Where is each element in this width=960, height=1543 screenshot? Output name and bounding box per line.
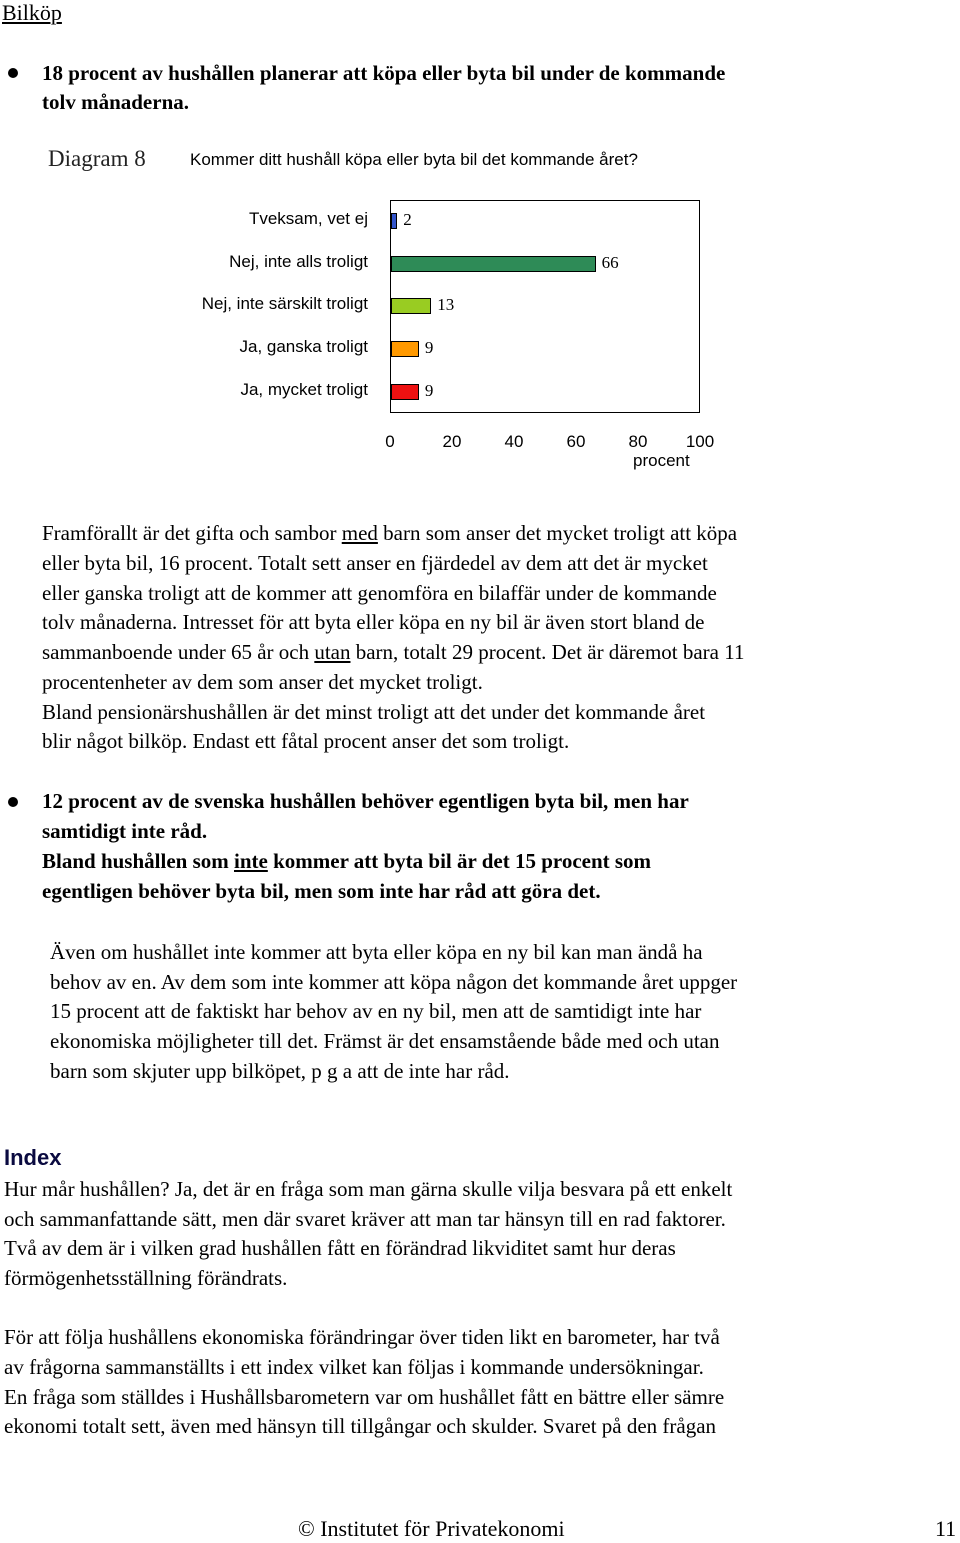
para2-line5: barn som skjuter upp bilköpet, p g a att de inte har råd. (50, 1059, 510, 1083)
para1-line5: sammanboende under 65 år och utan barn, totalt 29 procent. Det är däremot bara 11 (42, 640, 745, 664)
para4-line4: ekonomi totalt sett, även med hänsyn till tillgångar och skulder. Svaret på den frågan (4, 1414, 717, 1438)
chart-bar (391, 298, 431, 314)
chart-x-tick-label: 80 (628, 432, 648, 451)
chart-bar (391, 256, 596, 272)
chart-x-tick-label: 20 (442, 432, 462, 451)
chart-data-label: 2 (403, 210, 412, 229)
bullet1-line2: tolv månaderna. (42, 90, 189, 114)
chart-category-label: Ja, ganska troligt (239, 337, 368, 356)
para1-line6: procentenheter av dem som anser det mycket troligt. (42, 670, 483, 694)
chart-bar (391, 341, 419, 357)
chart-category-label: Nej, inte särskilt troligt (201, 294, 368, 313)
chart-data-label: 9 (424, 338, 434, 357)
para4-line1: För att följa hushållens ekonomiska förändringar över tiden likt en barometer, har två (4, 1325, 720, 1349)
para2-line1: Även om hushållet inte kommer att byta eller köpa en ny bil kan man ändå ha (50, 940, 703, 964)
chart-x-tick-label: 100 (685, 432, 715, 451)
bullet1-line1: 18 procent av hushållen planerar att köpa eller byta bil under de kommande (42, 61, 726, 85)
para1-line7: Bland pensionärshushållen är det minst troligt att det under det kommande året (42, 700, 706, 724)
bullet2-line2: samtidigt inte råd. (42, 819, 208, 843)
chart-category-label: Nej, inte alls troligt (229, 252, 368, 271)
chart-category-label: Tveksam, vet ej (248, 209, 368, 228)
chart-category-label: Ja, mycket troligt (240, 380, 368, 399)
diagram-label: Diagram 8 (48, 146, 146, 171)
index-heading: Index (4, 1145, 62, 1170)
chart-bar (391, 384, 419, 400)
bullet2-line4: egentligen behöver byta bil, men som inte har råd att göra det. (42, 879, 601, 903)
chart-x-tick-label: 60 (566, 432, 586, 451)
para1-line8: blir något bilköp. Endast ett fåtal procent anser det som troligt. (42, 729, 570, 753)
chart-title: Kommer ditt hushåll köpa eller byta bil det kommande året? (190, 150, 638, 169)
para1-line2: eller byta bil, 16 procent. Totalt sett anser en fjärdedel av dem att det är mycket (42, 551, 708, 575)
para3-line4: förmögenhetsställning förändrats. (4, 1266, 288, 1290)
section-heading: Bilköp (2, 0, 62, 25)
bullet2-line1: 12 procent av de svenska hushållen behöver egentligen byta bil, men har (42, 789, 689, 813)
page-number: 11 (935, 1516, 957, 1541)
para1-line1: Framförallt är det gifta och sambor med barn som anser det mycket troligt att köpa (42, 521, 738, 545)
para3-line2: och sammanfattande sätt, men där svaret kräver att man tar hänsyn till en rad faktorer. (4, 1207, 726, 1231)
para2-line4: ekonomiska möjligheter till det. Främst är det ensamstående både med och utan (50, 1029, 720, 1053)
footer-copyright: © Institutet för Privatekonomi (298, 1516, 565, 1541)
chart-data-label: 9 (424, 381, 434, 400)
para2-line2: behov av en. Av dem som inte kommer att köpa någon det kommande året uppger (50, 970, 738, 994)
chart-data-label: 13 (437, 295, 455, 314)
chart-data-label: 66 (601, 253, 619, 272)
bullet-icon (8, 797, 18, 807)
para3-line3: Två av dem är i vilken grad hushållen fått en förändrad likviditet samt hur deras (4, 1236, 676, 1260)
chart-bar (391, 213, 397, 229)
chart-x-tick-label: 40 (504, 432, 524, 451)
bullet-icon (8, 68, 18, 78)
para1-line3: eller ganska troligt att de kommer att genomföra en bilaffär under de kommande (42, 581, 717, 605)
para3-line1: Hur mår hushållen? Ja, det är en fråga som man gärna skulle vilja besvara på ett enkelt (4, 1177, 733, 1201)
bullet2-line3: Bland hushållen som inte kommer att byta bil är det 15 procent som (42, 849, 652, 873)
para4-line3: En fråga som ställdes i Hushållsbarometern var om hushållet fått en bättre eller sämre (4, 1385, 725, 1409)
para4-line2: av frågorna sammanställts i ett index vilket kan följas i kommande undersökningar. (4, 1355, 704, 1379)
para1-line4: tolv månaderna. Intresset för att byta eller köpa en ny bil är även stort bland de (42, 610, 705, 634)
chart-plot-area (390, 200, 700, 413)
chart-x-axis-label: procent (633, 451, 690, 470)
chart-x-tick-label: 0 (385, 432, 395, 451)
para2-line3: 15 procent att de faktiskt har behov av en ny bil, men att de samtidigt inte har (50, 999, 702, 1023)
